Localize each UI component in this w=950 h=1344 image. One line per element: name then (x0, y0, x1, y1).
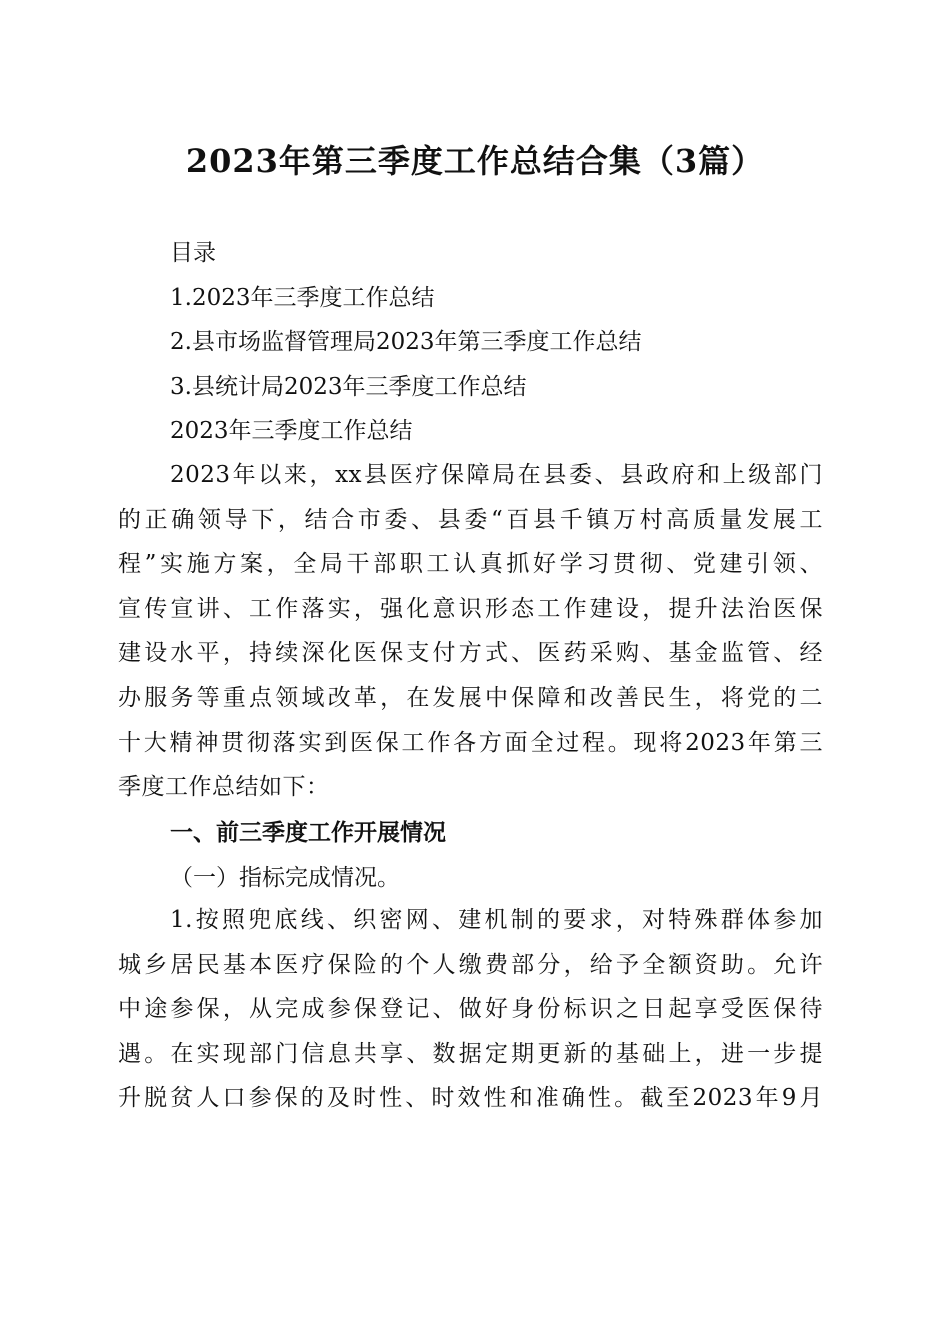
paragraph-line: 1.按照兜底线、织密网、建机制的要求，对特殊群体参加 (170, 907, 823, 933)
paragraph-line: 遇。在实现部门信息共享、数据定期更新的基础上，进一步提 (118, 1040, 823, 1067)
subsection-heading-1: （一）指标完成情况。 (170, 865, 400, 891)
section-heading-1: 一、前三季度工作开展情况 (170, 820, 446, 846)
document-title: 2023年第三季度工作总结合集（3篇） (185, 142, 765, 180)
paragraph-1 (118, 898, 823, 1121)
toc-item-2: 2.县市场监督管理局2023年第三季度工作总结 (170, 329, 642, 355)
intro-line: 季度工作总结如下： (118, 774, 330, 801)
toc-item-3: 3.县统计局2023年三季度工作总结 (170, 374, 527, 400)
paragraph-line: 升脱贫人口参保的及时性、时效性和准确性。截至2023年9月 (118, 1085, 823, 1112)
intro-line: 办服务等重点领域改革，在发展中保障和改善民生，将党的二 (118, 684, 823, 711)
intro-line: 十大精神贯彻落实到医保工作各方面全过程。现将2023年第三 (118, 729, 823, 756)
intro-line: 程”实施方案，全局干部职工认真抓好学习贯彻、党建引领、 (118, 551, 823, 578)
toc-item-1: 1.2023年三季度工作总结 (170, 285, 435, 311)
toc-heading: 目录 (170, 240, 216, 266)
intro-line: 宣传宣讲、工作落实，强化意识形态工作建设，提升法治医保 (118, 595, 823, 622)
intro-paragraph (118, 453, 823, 810)
intro-line: 的正确领导下，结合市委、县委“百县千镇万村高质量发展工 (118, 506, 823, 533)
paragraph-line: 中途参保，从完成参保登记、做好身份标识之日起享受医保待 (118, 996, 823, 1023)
paragraph-line: 城乡居民基本医疗保险的个人缴费部分，给予全额资助。允许 (118, 951, 823, 978)
intro-line: 2023年以来，xx县医疗保障局在县委、县政府和上级部门 (170, 462, 823, 488)
article-title: 2023年三季度工作总结 (170, 418, 413, 444)
intro-line: 建设水平，持续深化医保支付方式、医药采购、基金监管、经 (118, 640, 823, 667)
